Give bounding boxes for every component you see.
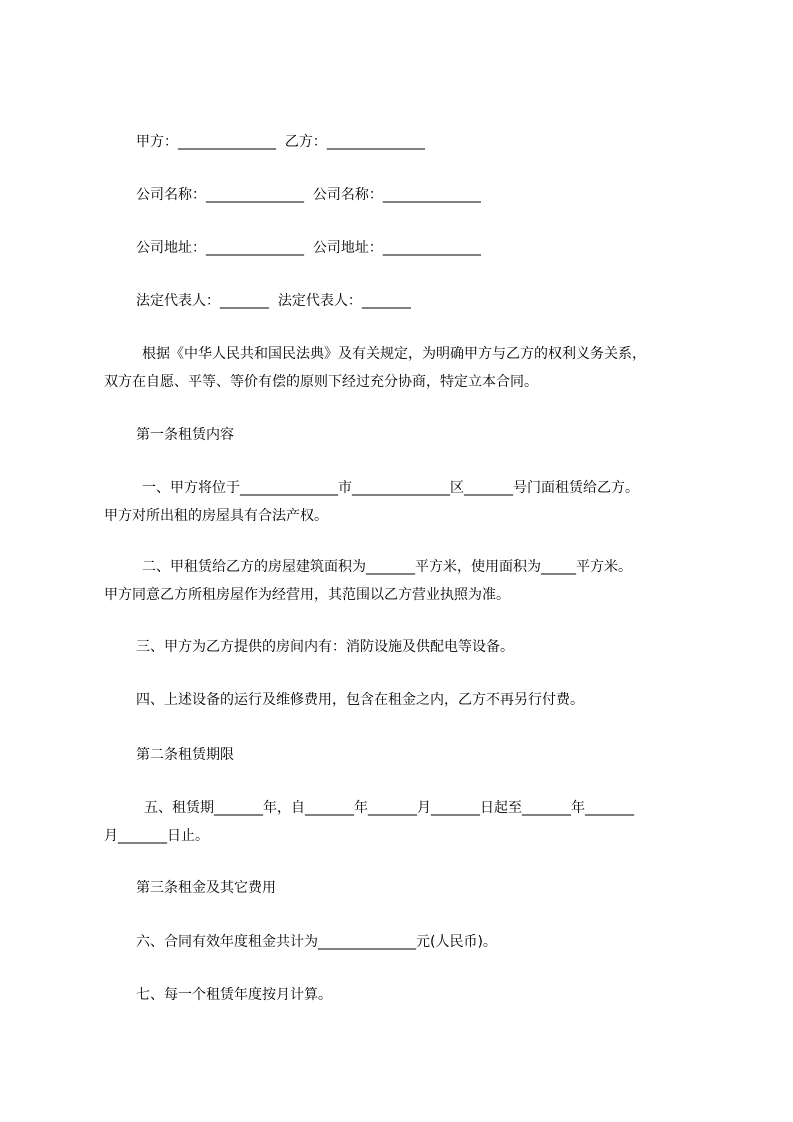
clause-4: 四、上述设备的运行及维修费用，包含在租金之内，乙方不再另行付费。 (136, 692, 584, 708)
clause-3: 三、甲方为乙方提供的房间内有：消防设施及供配电等设备。 (136, 639, 514, 655)
article-3-title: 第三条租金及其它费用 (136, 880, 276, 896)
legal-rep-line: 法定代表人：_______ 法定代表人：_______ (136, 293, 411, 309)
preamble-line-2: 双方在自愿、平等、等价有偿的原则下经过充分协商，特定立本合同。 (104, 374, 538, 390)
clause-1-line-1: 一、甲方将位于______________市______________区_______号门面租赁给乙方。 (142, 480, 639, 496)
company-name-line: 公司名称：______________ 公司名称：______________ (136, 187, 481, 203)
clause-5-line-2: 月_______日止。 (104, 828, 209, 844)
clause-2-line-2: 甲方同意乙方所租房屋作为经营用，其范围以乙方营业执照为准。 (104, 587, 510, 603)
article-1-title: 第一条租赁内容 (136, 427, 234, 443)
clause-5-line-1: 五、租赁期_______年，自_______年_______月_______日起至_______年_______ (144, 800, 634, 816)
company-address-line: 公司地址：______________ 公司地址：______________ (136, 240, 481, 256)
clause-6: 六、合同有效年度租金共计为______________元(人民币)。 (136, 934, 497, 950)
clause-1-line-2: 甲方对所出租的房屋具有合法产权。 (104, 508, 328, 524)
clause-2-line-1: 二、甲租赁给乙方的房屋建筑面积为_______平方米，使用面积为_____平方米。 (142, 559, 632, 575)
preamble-line-1: 根据《中华人民共和国民法典》及有关规定，为明确甲方与乙方的权利义务关系， (142, 346, 646, 362)
article-2-title: 第二条租赁期限 (136, 747, 234, 763)
clause-7: 七、每一个租赁年度按月计算。 (136, 987, 332, 1003)
party-line: 甲方：______________ 乙方：______________ (136, 134, 425, 150)
